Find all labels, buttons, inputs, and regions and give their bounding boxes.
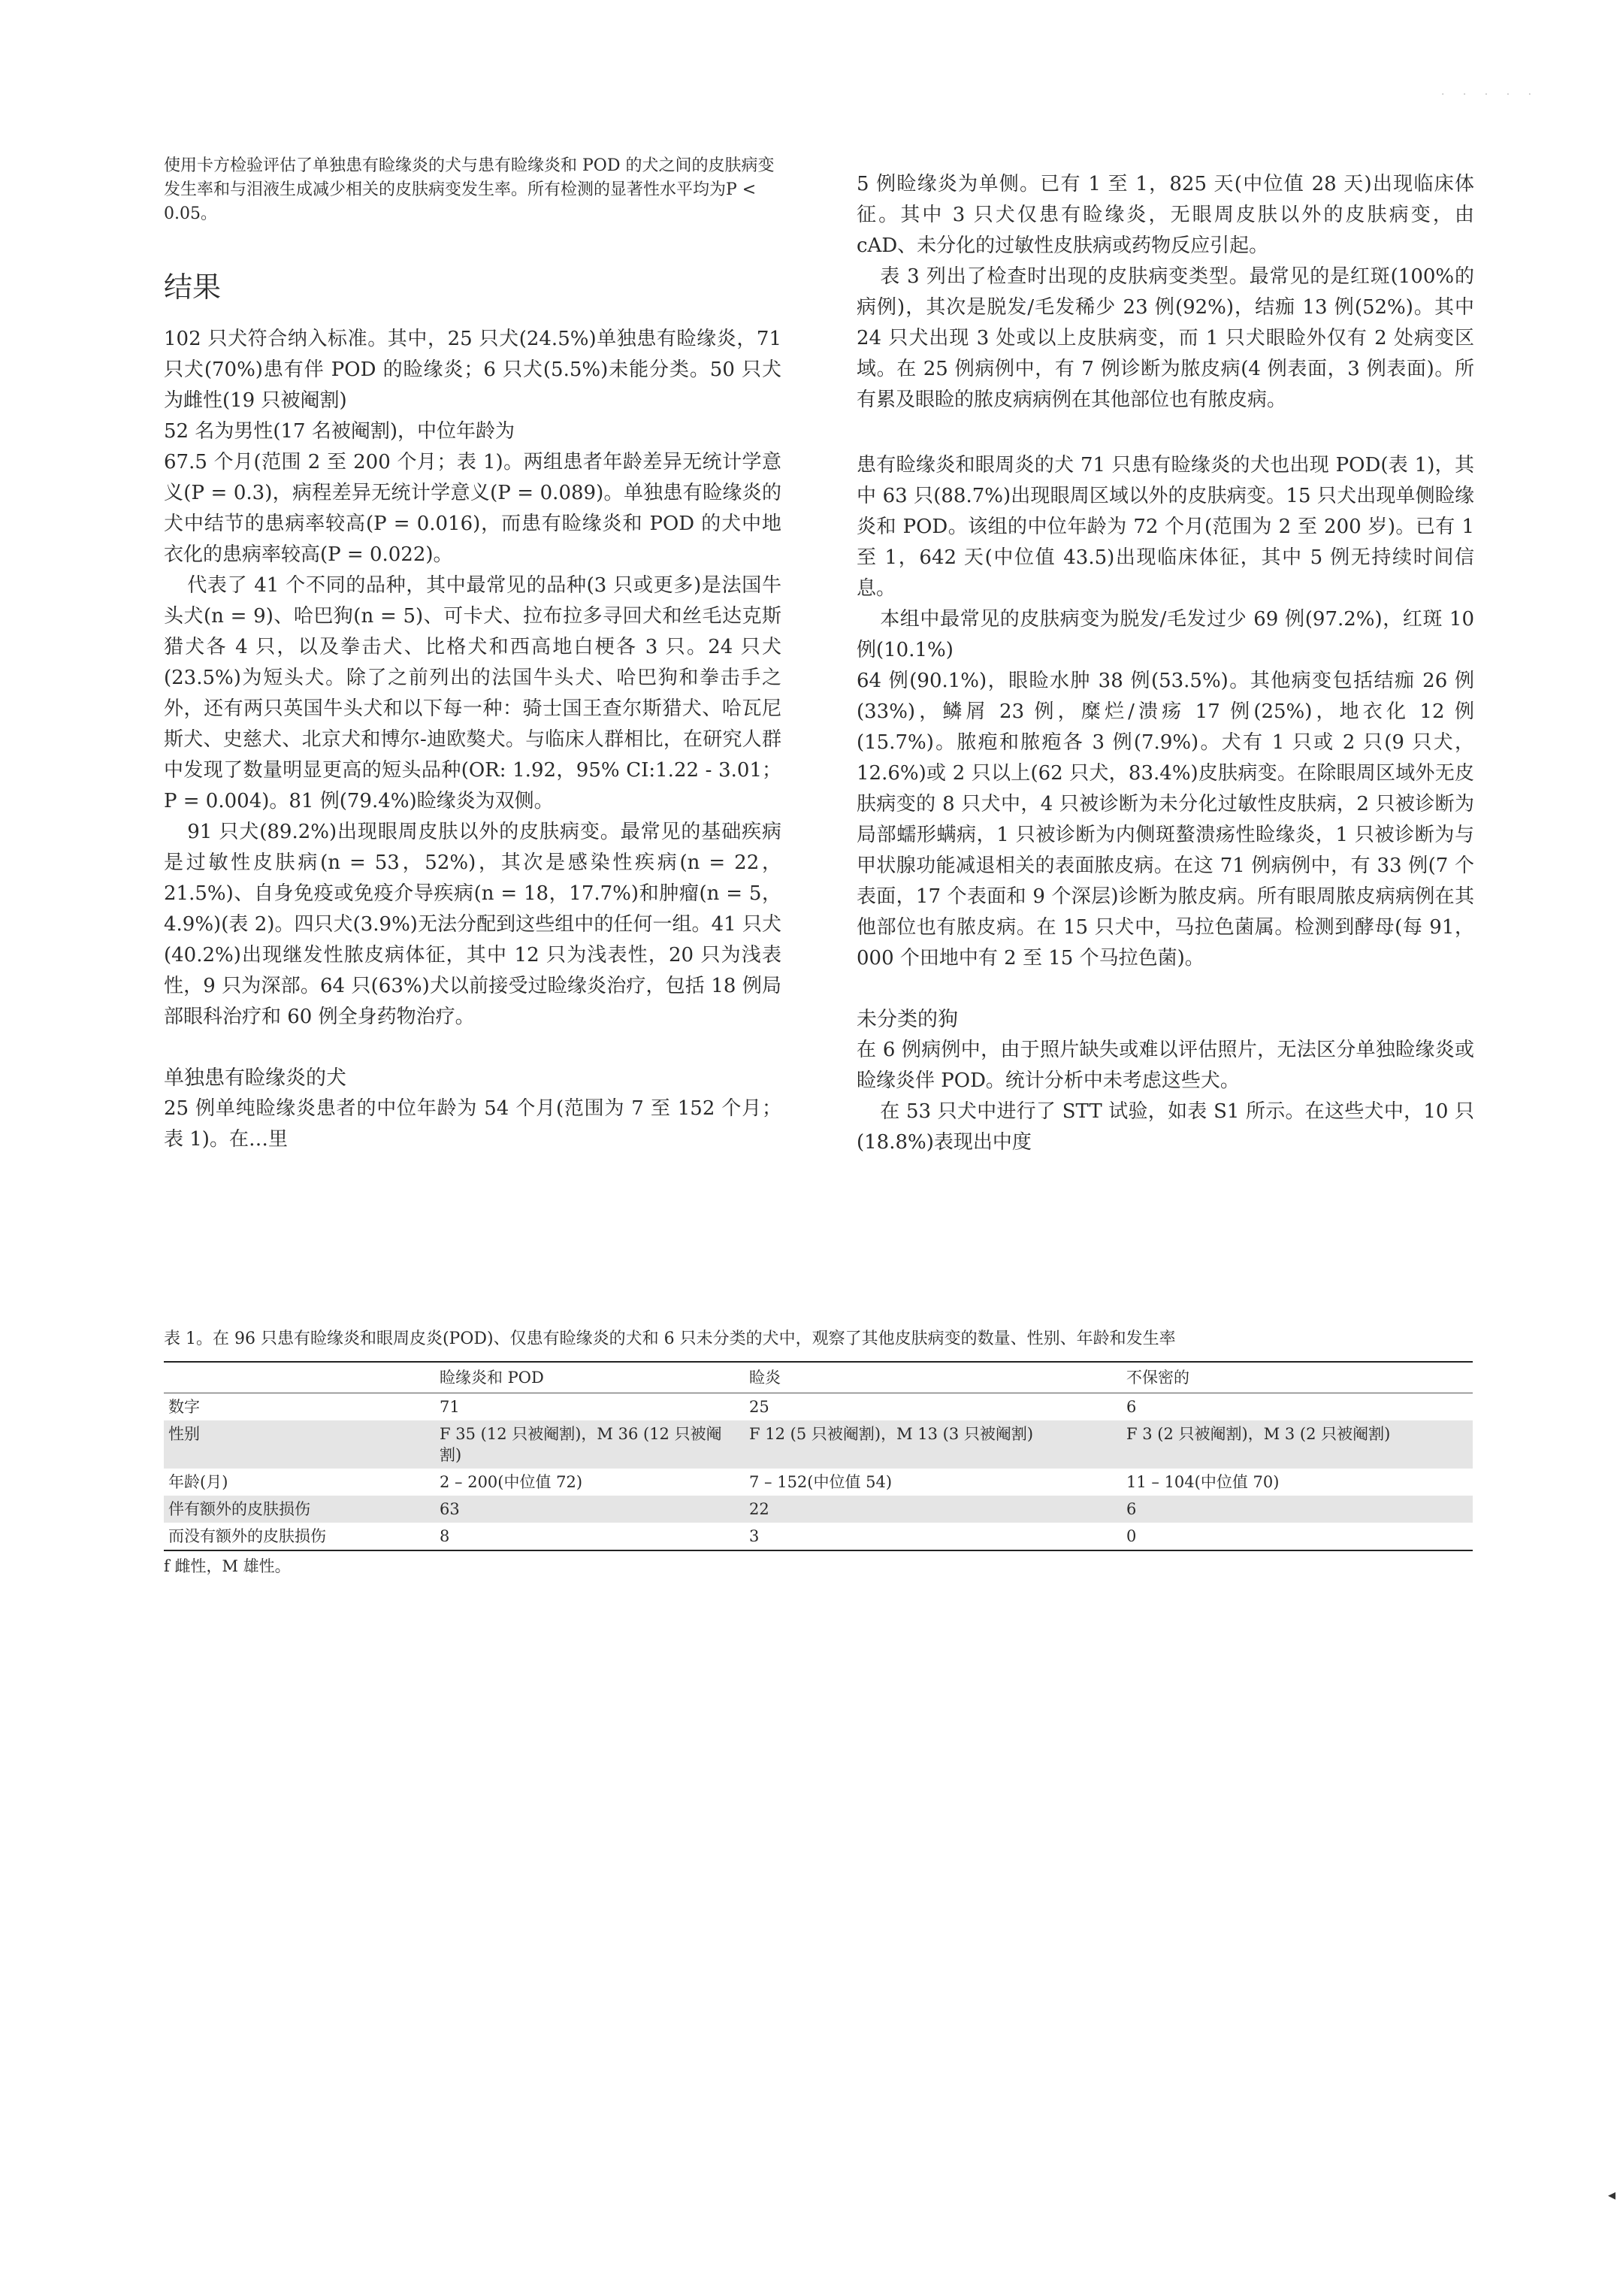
unclassified-paragraph: 在 6 例病例中，由于照片缺失或难以评估照片，无法区分单独睑缘炎或睑缘炎伴 POD。统计分析中未考虑这些犬。 xyxy=(857,1039,1474,1092)
corner-dots: · · · · · xyxy=(1441,89,1540,101)
pod-lesions-paragraph: 本组中最常见的皮肤病变为脱发/毛发过少 69 例(97.2%)，红斑 10 例(10.1%) xyxy=(857,608,1474,661)
table-1 xyxy=(164,1326,1473,1578)
table3-paragraph: 表 3 列出了检查时出现的皮肤病变类型。最常见的是红斑(100%的病例)，其次是脱发/毛发稀少 23 例(92%)，结痂 13 例(52%)。其中 24 只犬出现 3 处或以上皮肤病变，而 1 只犬眼睑外仅有 2 处病变区域。在 25 例病例中，有 7 例诊断为脓皮病(4 例表面，3 例表面)。所有累及眼睑的脓皮病病例在其他部位也有脓皮病。 xyxy=(857,265,1474,411)
table-cell: 而没有额外的皮肤损伤 xyxy=(168,1527,326,1545)
breeds-paragraph: 代表了 41 个不同的品种，其中最常见的品种(3 只或更多)是法国牛头犬(n = 9)、哈巴狗(n = 5)、可卡犬、拉布拉多寻回犬和丝毛达克斯猎犬各 4 只，以及拳击犬、比格犬和西高地白梗各 3 只。24 只犬(23.5%)为短头犬。除了之前列出的法国牛头犬、哈巴狗和拳击手之外，还有两只英国牛头犬和以下每一种：骑士国王查尔斯猎犬、哈瓦尼斯犬、史慈犬、北京犬和博尔-迪欧獒犬。与临床人群相比，在研究人群中发现了数量明显更高的短头品种(OR: 1.92，95% CI:1.22 - 3.01；P = 0.004)。81 例(79.4%)睑缘炎为双侧。 xyxy=(164,574,781,812)
table-cell: 7 – 152(中位值 54) xyxy=(749,1473,893,1491)
subheading-unclassified: 未分类的狗 xyxy=(857,1008,958,1031)
results-paragraph-1c: 67.5 个月(范围 2 至 200 个月；表 1)。两组患者年龄差异无统计学意义(P = 0.3)，病程差异无统计学意义(P = 0.089)。单独患有睑缘炎的犬中结节的患病率较高(P = 0.016)，而患有睑缘炎和 POD 的犬中地衣化的患病率较高(P = 0.022)。 xyxy=(164,451,781,566)
table-cell: 6 xyxy=(1126,1500,1137,1518)
stt-paragraph: 在 53 只犬中进行了 STT 试验，如表 S1 所示。在这些犬中，10 只(18.8%)表现出中度 xyxy=(857,1100,1474,1154)
table-header-cell: 不保密的 xyxy=(1126,1369,1189,1387)
table-cell: 0 xyxy=(1126,1527,1137,1545)
table-header-cell: 睑缘炎和 POD xyxy=(440,1369,544,1387)
table-caption: 表 1。在 96 只患有睑缘炎和眼周皮炎(POD)、仅患有睑缘炎的犬和 6 只未分类的犬中，观察了其他皮肤病变的数量、性别、年龄和发生率 xyxy=(164,1330,1176,1348)
table-cell: 伴有额外的皮肤损伤 xyxy=(168,1500,310,1518)
blepharitis-only-paragraph: 25 例单纯睑缘炎患者的中位年龄为 54 个月(范围为 7 至 152 个月；表 1)。在…里 xyxy=(164,1097,781,1151)
right-column xyxy=(857,169,1474,1158)
table-cell: 年龄(月) xyxy=(168,1473,228,1491)
table-row xyxy=(164,1469,1473,1496)
methods-statistics-text: 使用卡方检验评估了单独患有睑缘炎的犬与患有睑缘炎和 POD 的犬之间的皮肤病变发生率和与泪液生成减少相关的皮肤病变发生率。所有检测的显著性水平均为P < 0.05。 xyxy=(164,156,775,223)
table-cell: 3 xyxy=(749,1527,760,1545)
table-cell: 2 – 200(中位值 72) xyxy=(440,1473,583,1491)
table-footnote: f 雌性，M 雄性。 xyxy=(164,1557,291,1575)
unilateral-paragraph: 5 例睑缘炎为单侧。已有 1 至 1，825 天(中位值 28 天)出现临床体征。其中 3 只犬仅患有睑缘炎，无眼周皮肤以外的皮肤病变，由 cAD、未分化的过敏性皮肤病或药物反应引起。 xyxy=(857,173,1474,257)
table-cell: 25 xyxy=(749,1398,769,1416)
pod-group-paragraph: 患有睑缘炎和眼周炎的犬 71 只患有睑缘炎的犬也出现 POD(表 1)，其中 63 只(88.7%)出现眼周区域以外的皮肤病变。15 只犬出现单侧睑缘炎和 POD。该组的中位年龄为 72 个月(范围为 2 至 200 岁)。已有 1 至 1，642 天(中位值 43.5)出现临床体征，其中 5 例无持续时间信息。 xyxy=(857,454,1474,600)
table-header-cell: 睑炎 xyxy=(749,1369,781,1387)
pod-lesions-paragraph-cont: 64 例(90.1%)，眼睑水肿 38 例(53.5%)。其他病变包括结痂 26 例(33%)，鳞屑 23 例，糜烂/溃疡 17 例(25%)，地衣化 12 例(15.7%)。脓疱和脓疱各 3 例(7.9%)。犬有 1 只或 2 只(9 只犬，12.6%)或 2 只以上(62 只犬，83.4%)皮肤病变。在除眼周区域外无皮肤病变的 8 只犬中，4 只被诊断为未分化过敏性皮肤病，2 只被诊断为局部蠕形螨病，1 只被诊断为内侧斑螯溃疡性睑缘炎，1 只被诊断为与甲状腺功能减退相关的表面脓皮病。在这 71 例病例中，有 33 例(7 个表面，17 个表面和 9 个深层)诊断为脓皮病。所有眼周脓皮病病例在其他部位也有脓皮病。在 15 只犬中，马拉色菌属。检测到酵母(每 91，000 个田地中有 2 至 15 个马拉色菌)。 xyxy=(857,670,1474,970)
table-cell: 71 xyxy=(440,1398,460,1416)
corner-mark: ◂ xyxy=(1608,2186,1616,2204)
table-cell: 22 xyxy=(749,1500,769,1518)
table-cell: 性别 xyxy=(168,1425,200,1443)
table-row xyxy=(164,1496,1473,1523)
table-row xyxy=(164,1393,1473,1421)
table-row xyxy=(164,1523,1473,1550)
table-cell: 数字 xyxy=(168,1398,200,1416)
table-cell: 11 – 104(中位值 70) xyxy=(1126,1473,1280,1491)
table-cell: 63 xyxy=(440,1500,460,1518)
lesions-paragraph: 91 只犬(89.2%)出现眼周皮肤以外的皮肤病变。最常见的基础疾病是过敏性皮肤病(n = 53，52%)，其次是感染性疾病(n = 22，21.5%)、自身免疫或免疫介导疾病(n = 18，17.7%)和肿瘤(n = 5，4.9%)(表 2)。四只犬(3.9%)无法分配到这些组中的任何一组。41 只犬(40.2%)出现继发性脓皮病体征，其中 12 只为浅表性，20 只为浅表性，9 只为深部。64 只(63%)犬以前接受过睑缘炎治疗，包括 18 例局部眼科治疗和 60 例全身药物治疗。 xyxy=(164,821,781,1028)
table-row xyxy=(164,1420,1473,1469)
subheading-blepharitis-only: 单独患有睑缘炎的犬 xyxy=(164,1066,346,1090)
results-paragraph-1: 102 只犬符合纳入标准。其中，25 只犬(24.5%)单独患有睑缘炎，71 只犬(70%)患有伴 POD 的睑缘炎；6 只犬(5.5%)未能分类。50 只犬为雌性(19 只被阉割) xyxy=(164,328,781,412)
table-cell: 8 xyxy=(440,1527,450,1545)
table-header-cell xyxy=(164,1362,435,1393)
data-table xyxy=(164,1361,1473,1551)
table-cell: F 3 (2 只被阉割)，M 3 (2 只被阉割) xyxy=(1126,1425,1391,1443)
table-cell: F 35 (12 只被阉割)，M 36 (12 只被阉割) xyxy=(440,1425,722,1464)
results-heading: 结果 xyxy=(164,271,222,304)
table-cell: 6 xyxy=(1126,1398,1137,1416)
table-cell: F 12 (5 只被阉割)，M 13 (3 只被阉割) xyxy=(749,1425,1034,1443)
left-column xyxy=(164,154,781,1155)
table-header-row xyxy=(164,1362,1473,1393)
results-paragraph-1b: 52 名为男性(17 名被阉割)，中位年龄为 xyxy=(164,420,515,443)
